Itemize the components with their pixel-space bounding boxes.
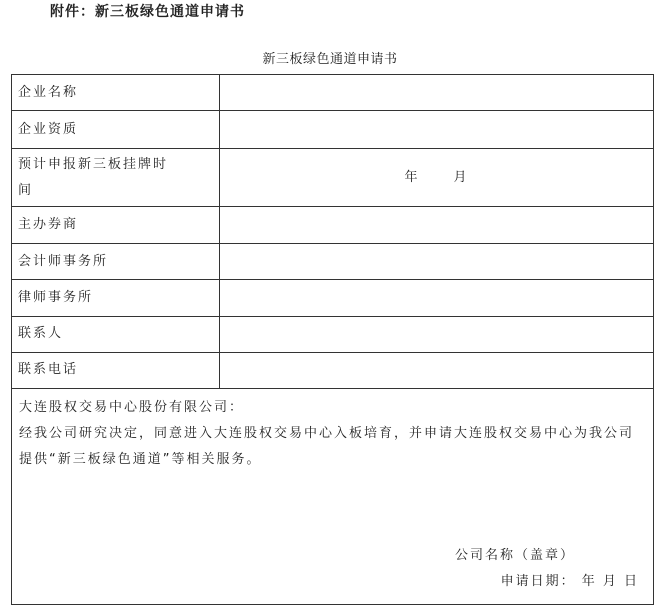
table-row-law-firm (12, 280, 654, 316)
listing-date-month: 月 (453, 169, 469, 185)
table-row-sponsor-broker (12, 207, 654, 243)
listing-date-label-line2: 间 (18, 182, 34, 198)
table-row-statement (12, 388, 654, 605)
contact-person-label: 联系人 (12, 316, 220, 352)
accounting-firm-label: 会计师事务所 (12, 243, 220, 279)
statement-text-block (19, 395, 643, 473)
statement-body: 经我公司研究决定，同意进入大连股权交易中心入板培育，并申请大连股权交易中心为我公司提供“新三板绿色通道”等相关服务。 (19, 425, 635, 467)
application-statement (12, 388, 654, 605)
listing-date-label-line1: 预计申报新三板挂牌时 (18, 156, 169, 172)
law-firm-field[interactable] (220, 280, 654, 316)
law-firm-label: 律师事务所 (12, 280, 220, 316)
sponsor-broker-field[interactable] (220, 207, 654, 243)
listing-date-year: 年 (404, 169, 420, 185)
listing-date-field[interactable] (220, 148, 654, 207)
application-date: 申请日期： 年 月 日 (500, 573, 639, 589)
listing-date-label (12, 148, 220, 207)
table-row-company-name (12, 75, 654, 111)
contact-person-field[interactable] (220, 316, 654, 352)
table-row-contact-phone (12, 353, 654, 388)
contact-phone-label: 联系电话 (12, 353, 220, 388)
company-seal-signature: 公司名称（盖章） (454, 547, 575, 563)
table-row-accounting-firm (12, 243, 654, 279)
sponsor-broker-label: 主办券商 (12, 207, 220, 243)
company-name-label: 企业名称 (12, 75, 220, 111)
company-name-field[interactable] (220, 75, 654, 111)
attachment-heading: 附件：新三板绿色通道申请书 (50, 4, 245, 20)
contact-phone-field[interactable] (220, 353, 654, 388)
statement-addressee: 大连股权交易中心股份有限公司： (19, 399, 245, 415)
table-row-contact-person (12, 316, 654, 352)
table-row-qualification (12, 111, 654, 148)
qualification-field[interactable] (220, 111, 654, 148)
qualification-label: 企业资质 (12, 111, 220, 148)
document-title: 新三板绿色通道申请书 (262, 52, 398, 67)
table-row-listing-date (12, 148, 654, 207)
application-form-table (11, 74, 654, 605)
accounting-firm-field[interactable] (220, 243, 654, 279)
